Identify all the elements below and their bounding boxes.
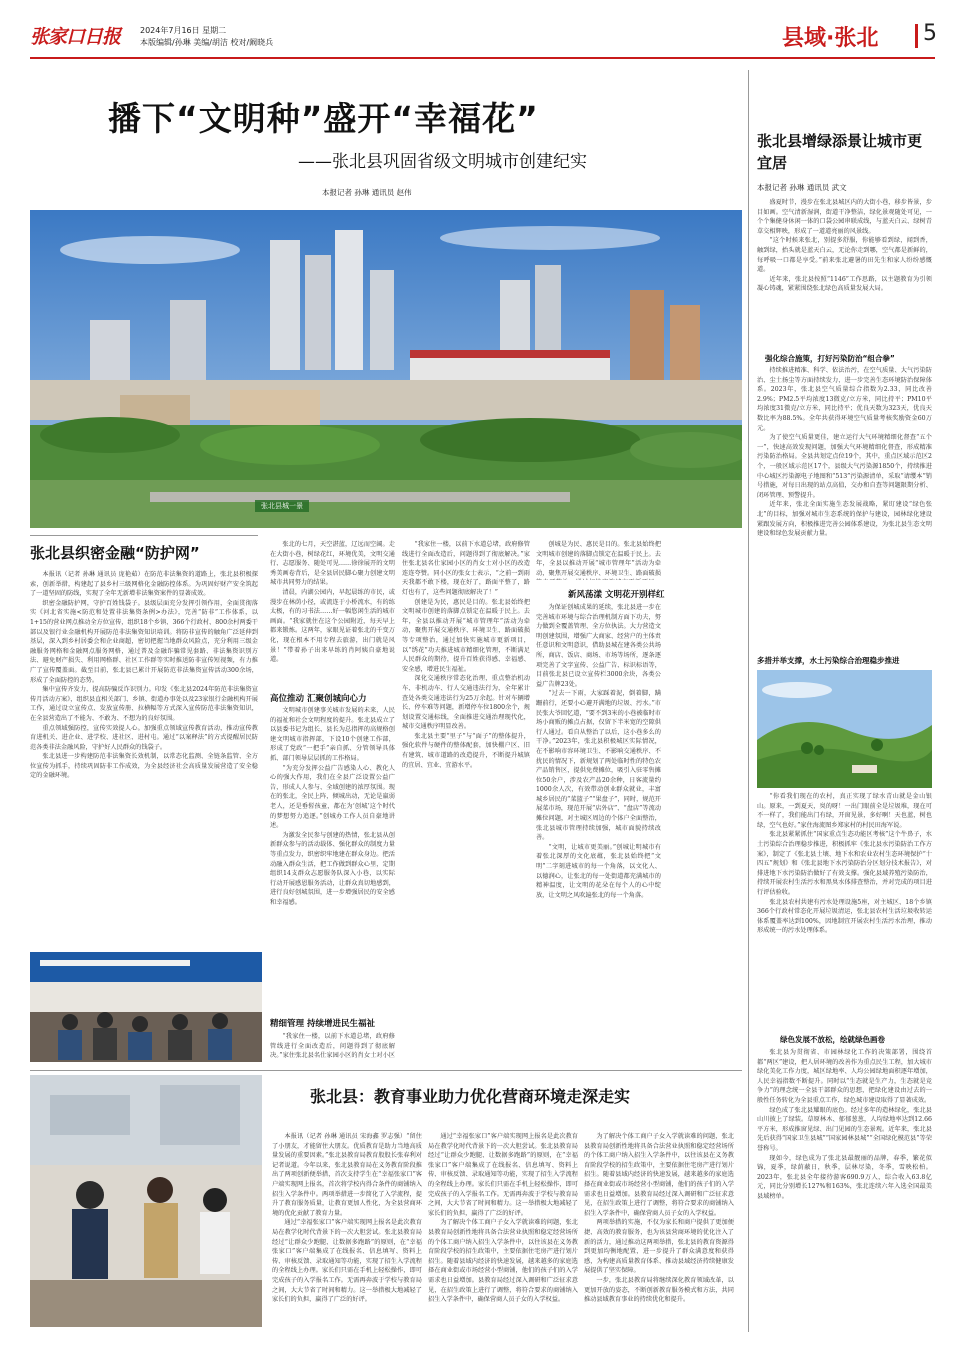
defense-top-rule — [30, 535, 258, 536]
defense-title: 张北县织密金融“防护网” — [30, 544, 200, 562]
lead-column-1b: 文明城市创建事关城市发展的未来，人民的福祉和社会文明程度的提升。张北县成立了以县委书记为组长、县长为总指挥的高规格创建文明城市指挥部，下设10个创建工作部，形成了党政“一把手”亲自抓、分管领导具体抓、部门领导层层抓的工作格局。 “为充分发挥公益广告感染人心、教化人心的强大作用，我们在全县广泛设置公益广告，形成人人参与、全域创建的浓厚氛围。现在的张北，全民上阵，倾城出动，无论是羸弱老人，还是垂髫孩童，都在为‘创城’这个时代的梦想努力追逐。”创城办工作人员自豪地讲述。 为激发全民参与创建的热情，张北县从创新群众参与的活动载体、强化群众的制度力量等重点发力，织密织牢地建在群众身边。把活动融入群众生活，把工作做到群众心里，定期组织14支群众志愿服务队深入小巷，以实际行动开展感恩服务活动，让群众真切地感到，进行良好创城氛围，进一步增强居民的安全感和幸福感。 — [270, 707, 395, 906]
photo-caption: 张北县城一景 — [255, 500, 309, 512]
lead-subtitle: ——张北县巩固省级文明城市创建纪实 — [298, 152, 587, 172]
education-photo — [30, 1075, 262, 1327]
side-body-2: 持续推进精准、科学、依法治污，在空气质量、大气污染防治、尘土扬尘等方面持续发力，进一步完善生态环境防治保障体系。2023年，张北县空气质量综合指数为2.33，同比改善2.9%；PM2.5平均浓度13微克/立方米，同比持平；PM10平均浓度31微克/立方米，同比持平；优良天数为323天，优良天数比率为88.5%。全年共获得环境空气质量考核奖励资金60万元。 为了使空气质量更佳，建立运行大气环境精细化督查“五个一”，快速高效发现问题，加强大气环境精细化督查，形成精准污染防治格局。全县共划定点位19个，其中，重点区域示范区2个，一般区域示范区17个，县级大气污染源1850个，持续推进中心城区污染源电子地图和“513”污染源清单，采取“请缨本”销号措施，对每日出现的站点高值，交办和自查等问题限期分析、闭环管理、预警提升。 近年来，张北全面实施生态发展战略，紧盯建设“绿色张北”的目标，加强对城市生态系统的保护与建设，园林绿化建设紧跟发展方向，积极推进完善公园体系建设，为张北县生态文明建设和绿色发展贡献力量。 — [757, 367, 932, 538]
section-divider — [915, 24, 918, 48]
lead-column-3: 创城是为民、惠民是目的。张北县始终把文明城市创建的落脚点锁定在温暖于民上。去年，全县以推动开展“城市管理年”活动为牵动，聚焦开展交通秩序、环境卫生、路面破损 — [536, 541, 661, 577]
lead-column-2: “我家住一楼，以前下水道总堵，政府修管线进行全面改造后，问题得到了彻底解决。”家住张北县名仕家园小区的肖女士对小区的改造连连夸赞。同小区的张女士表示，“之前一到雨天我都不敢下楼，现在好了，路面平整了，路灯也有了，这些问题彻底解决了！” 创建是为民，惠民是目的。张北县始终把文明城市创建的落脚点锁定在温暖于民上。去年，全县以推动开展“城市管理年”活动为牵动，聚焦开展交通秩序、环境卫生、路面破损等专项整治，通过加快实施城市更新项目，以“绣花”功夫推进城市精细化管理，不断满足人民群众的期待，提升百姓获得感、幸福感、安全感，增进民生福祉。 深化交通秩序常态化治理，重点整治机动车、非机动车、行人交通违法行为，全年累计查处各类交通违法行为25万余起。针对车辆增长、停车难等问题，新增停车位1800余个，规划设置交通标线，全面推进交通治理现代化，城市交通秩序明显改善。 张北县主要“里子”与“面子”的整体提升，强化软件与硬件的整体配套，加快棚户区、旧有建筑、城市道路的改造提升，不断提升城镇的宜居、宜业、宜游水平。 — [402, 541, 530, 769]
defense-body: 本报讯（记者 孙琳 通讯员 庞艳茹）在防范非法集资的道路上，张北县积极探索，创新举措，构建起了县乡村三级网格化金融防控体系。为巩固好财产安全筑起了一道坚固的防线，实现了全年无新增非法集资案件的显著成效。 织密金融防护网，守护百姓钱袋子。县级层面充分发挥引领作用，全面贯彻落实《河北省实施<防范和处置非法集资条例>办法》，完善“防非”工作体系，以1+15的营业网点推动全方位宣传，组织18个乡镇、366个行政村、800余村两委干部以及银行业金融机构开展防范非法集资知识培训。将防非宣传的触角广泛延伸到基层，深入到乡村居委会和企业商超，密切把握当地群众风险点，充分利用三级金融服务网格和金融网点服务网格，通过普及金融诈骗常见套路、非法集资识别方法、避免财产损失、利用网格群、社区工作群等实时推送防非宣传短视频，有力推广了宣传覆盖面。截至目前，张北县已累计开展防范非法集资宣传活动300余场，形成了全面防控的态势。 集中宣传齐发力，提高防骗反诈识别力。印发《张北县2024年防范非法集资宣传月活动方案》，组织县直相关部门、乡镇、街道办事处以及23家银行金融机构开展工作，通过设立宣传点、发放宣传册、拉横幅等方式深入宣传防范非法集资知识，在全县营造出了不能为、不敢为、不想为的良好氛围。 重点领域强防控，宣传实效提人心。加强重点领域宣传教育活动，推动宣传教育进机关、进企业、进学校、进社区、进村屯。通过“以案释法”的方式提醒居民防范各类非法金融风险，守护好人民群众的钱袋子。 张北县进一步构建防范非法集资长效机制，以常态化监测、全链条监管、全方位宣传为抓手，持续巩固防非工作成效，为全县经济社会高质量发展营造了安全稳定的金融环境。 — [30, 571, 258, 780]
side-left-rule — [748, 70, 749, 1332]
education-title: 张北县：教育事业助力优化营商环境走深走实 — [310, 1087, 631, 1106]
education-column-1: 本报讯（记者 孙琳 通讯员 宋海鑫 罗志强）“留住了小朋友，才能留住大朋友。优质教育是助力当地高质量发展的重要因素。”张北县教育局教育股股长张春利对记者说道。今年以来，张北县教育局在义务教育阶段推出了两项创新便举措，首次支持学生在“幸福张家口”客户端实现网上报名，首次将学校内得合条件的商铺纳入招生入学条件中。两项举措进一步简化了入学流程，提升了教育服务质量，让教育更加人性化，为全县营商环境的优化贡献了教育力量。 通过“幸福张家口”客户端实现网上报名是此次教育局在教学化时代背景下的一次大胆尝试。张北县教育局经过“让群众少跑腿、让数据多跑路”的原则，在“幸福张家口”客户端集成了在线报名、信息填写、资料上传、审核反馈、录取通知等功能，实现了招生入学流程的全程线上办理。家长们只需在手机上轻松操作，即可完成孩子的入学报名工作。无需再奔波于学校与教育局之间，大大节省了时间和精力。这一举措极大地减轻了家长们的负担，赢得了广泛的好评。 — [272, 1133, 422, 1304]
side-subhead-3: 绿色发展不放松，绘就绿色画卷 — [780, 1035, 885, 1044]
grassland-photo — [757, 670, 932, 788]
section-name: 县域·张北 — [782, 26, 879, 51]
lead-title: 播下“文明种”盛开“幸福花” — [108, 99, 539, 138]
training-photo — [30, 952, 262, 1062]
editor-credits: 本版编辑/孙琳 美编/胡洁 校对/阚晓兵 — [140, 38, 274, 47]
side-title: 张北县增绿添景让城市更宜居 — [757, 132, 923, 172]
side-body-4: 张北县为贯彻省、市园林绿化工作的决策部署，围绕首都“两区”建设，把人居环境的改善作为重点民生工程，加大城市绿化美化工作力度，城区绿地率、人均公园绿地面积逐年增加，人民幸福指数不断提升。同时以“生态就是生产力，生态就是竞争力”的理念统一全县干部群众的思想，把绿化建设由过去的一般性任务转化为全县重点工作，绿色城市建设取得了显著成效。 绿色成了张北县耀眼的底色。经过多年的造林绿化，张北县山川披上了绿装。草原林木、郁郁葱葱，人均绿地率达到12.66平方米，形成推窗见绿、出门见园的生态景观。近年来，张北县先后获得“国家卫生县城”“国家园林县城”“全国绿化模范县”等荣誉称号。 现如今，绿色成为了张北县最靓丽的品牌，春季，繁花似锦，夏季，绿荫蔽日，秋季，层林尽染，冬季，雪映松柏。2023年，张北县全年接待游客690.9万人，综合收入63.8亿元，同比分别增长127%和163%，张北连续六年入选全国最美县域榜单。 — [757, 1049, 932, 1200]
lead-byline: 本报记者 孙琳 通讯员 赵伟 — [322, 188, 412, 197]
lead-section-1-title: 高位推动 汇聚创城向心力 — [270, 694, 367, 704]
newspaper-logo: 张家口日报 — [30, 26, 121, 48]
city-photo — [30, 210, 742, 528]
education-column-3: 为了解决个体工商户子女入学就读难的问题，张北县教育局创新性地将具备合法营业执照和稳定经营场所的个体工商户纳入招生入学条件中，以往该县在义务教育阶段学校的招生政策中，主要依据住宅房产进行划片招生。随着县域内经济的快速发展，越来越多的家庭选择在商业街或市场经营小型商铺，他们的孩子们的入学需求也日益增加。县教育局经过深入调研和广泛征求意见，在招生政策上进行了调整，将符合要求的商铺纳入招生入学条件中，确保营商人员子女的入学权益。 两项举措的实施，不仅为家长和商户提供了更加便捷、高效的教育服务，也为该县营商环境的优化注入了新的活力，通过推动这两项举措，张北县的教育资源得到更加均衡地配置，进一步提升了群众满意度和获得感，为构建高质量教育体系、推动县域经济持续健康发展提供了坚实保障。 一步，张北县教育局将继续深化教育领域改革，以更加开放的姿态，不断创新教育服务模式和方法，共同推动县域教育事业的持续优化和提升。 — [584, 1133, 734, 1304]
lead-section-3-title: 新风荡漾 文明花开别样红 — [568, 590, 665, 600]
lead-column-1c: “我家住一楼，以前下水道总堵，政府修管线进行全面改造后，问题得到了彻底解决。”家住张北县名仕家园小区的肖女士对小区 — [270, 1033, 395, 1060]
lead-section-2-title: 精细管理 持续增进民生福祉 — [270, 1019, 375, 1029]
lead-column-1: 张北的七月，天空湛蓝，辽远而空阔。走在大街小巷，树绿花红，环境优美，文明交通行、志愿服务、随处可见……徐徐展开的文明秀美画卷背后，是全县居民脚心聚力创建文明城市共同努力的结果。 清晨，内湖公园内，早起晨练的市民，或漫步在林荫小径，或流连于小桥流水，有的练太极，有的习书法……好一幅悠闲生活的城市画面。“我家就住在这个公园附近，每天早上都来锻炼。这两年，家眼见证着张北的千变万化，现在根本不用专程去旅游，出门就是风景！”带着孙子出来早练的肖阿姨自豪地说道。 — [270, 541, 395, 664]
education-top-rule — [30, 1070, 742, 1071]
masthead — [30, 21, 937, 56]
side-subhead-2: 多措并举支撑，水土污染综合治理稳步推进 — [757, 656, 900, 665]
side-body-1: 盛夏时节，漫步在张北县城区内的大街小巷，移步皆景，步目如画。空气清新湿润，街道干净整洁，绿化景观随处可见，一个个集健身休闲一体的口袋公园串联成线，与蓝天白云、绿树青草交相辉映，形成了一道道亮丽的风景线。 “这个时候来张北，别提多舒服，你能够看到绿，闻到香，触到绿，抬头就是蓝天白云，无论你走到哪，空气都是新鲜的，每呼吸一口都是享受。”前来张北避暑的田先生和家人纷纷感慨道。 近年来，张北县按照“1146”工作思路，以主题教育为引领凝心铸魂，紧紧围绕张北绿色高质量发展大局。 — [757, 199, 932, 293]
education-column-2: 通过“幸福张家口”客户端实现网上报名是此次教育局在教学化时代背景下的一次大胆尝试。张北县教育局经过“让群众少跑腿、让数据多跑路”的原则，在“幸福张家口”客户端集成了在线报名、信息填写、资料上传、审核反馈、录取通知等功能，实现了招生入学流程的全程线上办理。家长们只需在手机上轻松操作，即可完成孩子的入学报名工作。无需再奔波于学校与教育局之间，大大节省了时间和精力。这一举措极大地减轻了家长们的负担，赢得了广泛的好评。 为了解决个体工商户子女入学就读难的问题，张北县教育局创新性地将具备合法营业执照和稳定经营场所的个体工商户纳入招生入学条件中，以往该县在义务教育阶段学校的招生政策中，主要依据住宅房产进行划片招生。随着县域内经济的快速发展，越来越多的家庭选择在商业街或市场经营小型商铺，他们的孩子们的入学需求也日益增加。县教育局经过深入调研和广泛征求意见，在招生政策上进行了调整，将符合要求的商铺纳入招生入学条件中，确保营商人员子女的入学权益。 — [428, 1133, 578, 1304]
lead-column-3b: 为保证创城成果的延续，张北县进一步在完善城市环境与综合治理机制方面下功夫，努力做到全覆盖管理、全方位执法。大力营造文明创建氛围，增强广大商家、经营户的主体责任意识和文明意识，借助县城在建各类公共场所，商店、饭店、商场、市场等场所，逐条逐项完善了文字宣传、公益广告、标识标语等，目前张北县已设立宣传栏3000余块，各类公益广告牌23处。 “过去一下雨，大家踩着泥，倒着脚，蹒跚前行，还要小心避开满地的垃圾、污水。”市民张大爷回忆道，“要不到3米的小巷被临时市场小商贩的摊点占据，仅留下半米宽的空隙供行人通过。看自从整治了以后，这小巷多么的干净。”2023年，张北县积极城区实际情况，在不影响市容环境卫生、不影响交通秩序、不扰民的情况下，新规划了两处临时性的特色农产品销售区，提供免费摊位，吸引入驻零售摊位50余户，涉及农产品20余种，日客流量约1000余人次，有效带动创业群众就业，丰富城乡居民的“菜篮子”“果盘子”，同时，规范开展菜市场，现范开展“店外店”、“盘店”等流动摊位问题，对主城区周边的个体户全面整治，张北县城市管理持续加强，城市面貌持续改善。 “文明，让城市更美丽。”创城让明城市有着张北深厚的文化底蕴，张北县始终把“文明”二字刻进城市的每一个角落，以文化人、以德润心，让张北的每一处街道都充满城市的精神温度，让文明的花朵在每个人的心中绽放，让文明之风吹遍张北的每一个角落。 — [536, 604, 661, 899]
side-body-3: “你看我们现在的农村，真正实现了绿水青山就是金山银山。原来，一到夏天，臭的呀！一出门眼前全是垃圾堆，现在可不一样了，我们能出门有绿，开窗见景，多好啊！天也蓝，树也绿，空气也好。”家住海流图乡郑家村的村民田海军说。 张北县紧紧抓住“国家重点生态功能区考核”这个牛鼻子，水土污染综合治理稳步推进，积极抓牢《张北县水污染防治工作方案》，制定了《张北县土壤、地下水和农业农村生态环境保护“十四五”规划》和《张北县地下水污染防治分区划分技术报告》，对排进地下水污染防治做好了有效支撑。强化县域养殖污染防治，持续开展农村生活污水和黑臭水体排查整治，并对完成的项目进行评估验收。 张北县农村共建有污水处理设施5座，对主城区、18个乡镇366个行政村常态化开展垃圾清运，张北县农村生活垃圾收转运体系覆盖率达到100%，因地制宜开展农村生活污水治理，推动形成统一的污水处理体系。 — [757, 793, 932, 935]
issue-date: 2024年7月16日 星期二 — [140, 26, 227, 35]
side-byline: 本报记者 孙琳 通讯员 武文 — [757, 183, 847, 192]
page-number: 5 — [923, 21, 937, 46]
masthead-rule — [30, 57, 935, 59]
side-subhead-1: 强化综合施策，打好污染防治“组合拳” — [765, 354, 895, 363]
